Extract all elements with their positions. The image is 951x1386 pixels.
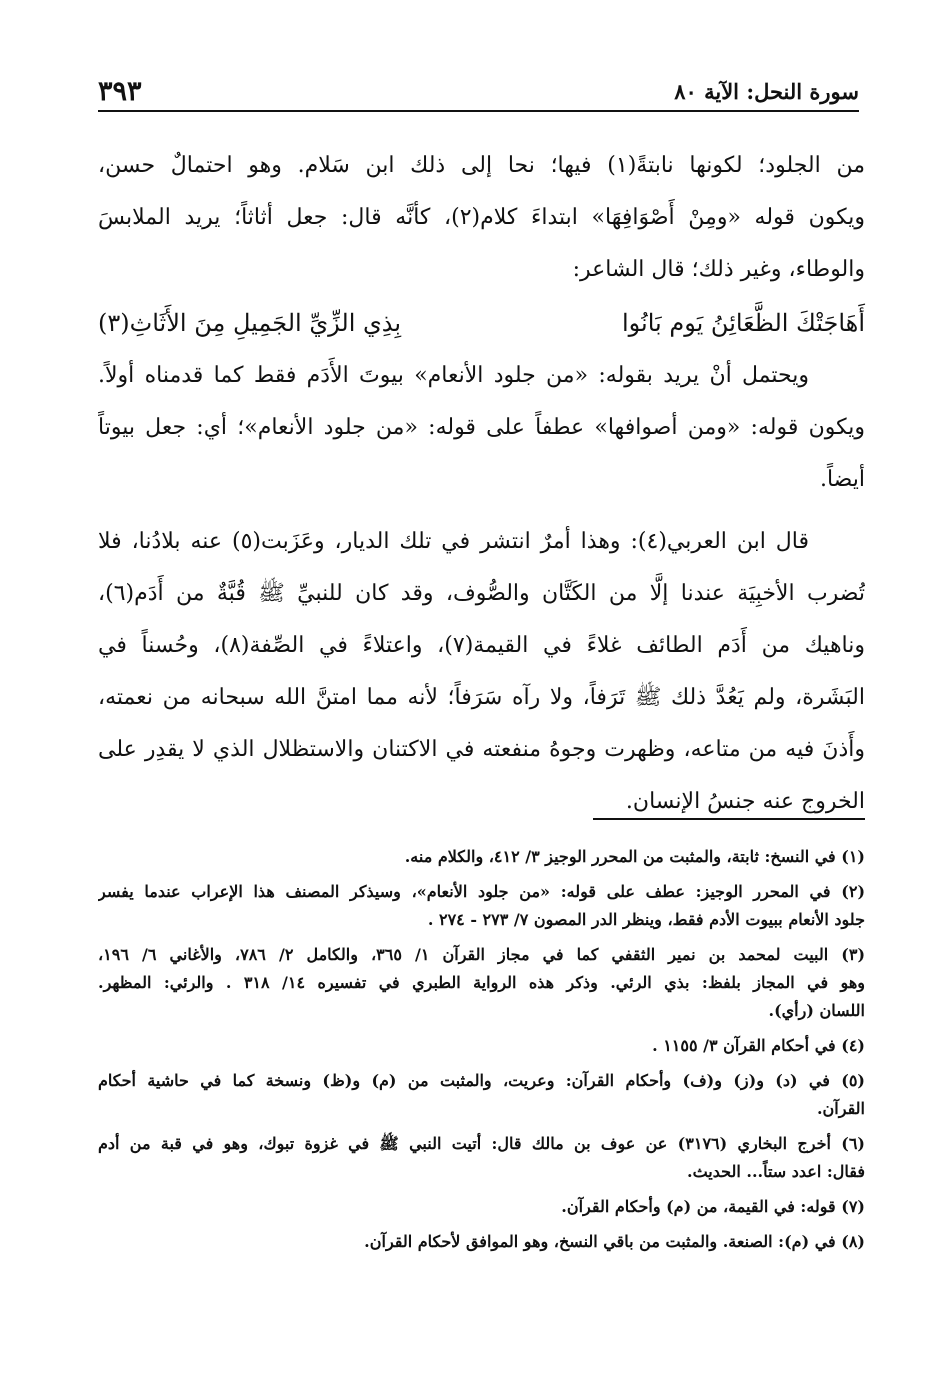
text-line: البَشَرة، ولم يَعُدَّ ذلك ﷺ تَرَفاً، ولا رآه سَرَفاً؛ لأنه مما امتنَّ الله سبحانه من نعمته،: [98, 685, 865, 710]
footnote-line: وهو في المجاز بلفظ: بذي الرئي. وذكر هذه الرواية الطبري في تفسيره ١٤/ ٣١٨ . والرئي: المظهر.: [98, 973, 865, 992]
footnote-line: (٦) أخرج البخاري (٣١٧٦) عن عوف بن مالك قال: أتيت النبي ﷺ في غزوة تبوك، وهو في قبة من أدم: [98, 1134, 865, 1153]
footnote-separator: [593, 818, 865, 820]
footnote-2: [98, 878, 865, 934]
footnote-line: فقال: اعدد ستاً... الحديث.: [687, 1162, 865, 1181]
footnote-line: جلود الأنعام ببيوت الأدم فقط، وينظر الدر المصون ٧/ ٢٧٣ - ٢٧٤ .: [427, 910, 865, 929]
text-line: ويكون قوله «ومِنْ أَصْوَافِهَا» ابتداءَ كلام(٢)، كأنَّه قال: جعل أثاثاً؛ يريد الملابسَ: [98, 205, 865, 230]
footnote-4: [98, 1032, 865, 1060]
footnote-line: (١) في النسخ: ثابتة، والمثبت من المحرر الوجيز ٣/ ٤١٢، والكلام منه.: [404, 847, 865, 866]
footnote-line: (٧) قوله: في القيمة، من (م) وأحكام القرآن.: [561, 1197, 865, 1216]
footnote-line: (٨) في (م): الصنعة. والمثبت من باقي النسخ، وهو الموافق لأحكام القرآن.: [364, 1232, 865, 1251]
footnote-6: [98, 1130, 865, 1186]
footnote-1: [98, 843, 865, 871]
footnote-line: (٤) في أحكام القرآن ٣/ ١١٥٥ .: [652, 1036, 865, 1055]
footnotes: [98, 843, 865, 1263]
text-line: من الجلود؛ لكونها نابتةً(١) فيها؛ نحا إلى ذلك ابن سَلام. وهو احتمالٌ حسن،: [98, 153, 865, 178]
footnote-line: (٢) في المحرر الوجيز: عطف على قوله: «من جلود الأنعام»، وسيذكر المصنف هذا الإعراب عندما يفسر: [98, 882, 865, 901]
footnote-5: [98, 1067, 865, 1123]
text-line: وأَذنَ فيه من متاعه، وظهرت وجوهُ منفعته في الاكتنان والاستظلال الذي لا يقدِر على: [98, 737, 865, 762]
footnote-8: [98, 1228, 865, 1256]
verse-hemistich-second: بِذِي الزِّيِّ الجَمِيلِ مِنَ الأَثَاثِ(٣): [98, 309, 402, 337]
text-line: الخروج عنه جنسُ الإنسان.: [625, 789, 865, 814]
poetry-verse: [98, 296, 865, 350]
text-line: ويحتمل أنْ يريد بقوله: «من جلود الأنعام» بيوتَ الأَدَم فقط كما قدمناه أولاً.: [98, 363, 809, 388]
main-text: [98, 140, 865, 828]
text-line: وناهيك من أَدَم الطائف غلاءً في القيمة(٧)، واعتلاءً في الصِّفة(٨)، وحُسناً في: [98, 633, 865, 658]
text-line: ويكون قوله: «ومن أصوافها» عطفاً على قوله: «من جلود الأنعام»؛ أي: جعل بيوتاً: [98, 415, 865, 440]
page-header: [98, 60, 859, 112]
footnote-7: [98, 1193, 865, 1221]
text-line: تُضرب الأخبِيَة عندنا إلَّا من الكَتَّان والصُّوف، وقد كان للنبيِّ ﷺ قُبَّةٌ من أَدَم(٦)،: [98, 581, 865, 606]
page-number: ٣٩٣: [98, 76, 142, 107]
footnote-line: القرآن.: [816, 1099, 865, 1118]
footnote-line: اللسان (رأي).: [768, 1001, 865, 1020]
footnote-line: (٣) البيت لمحمد بن نمير الثقفي كما في مجاز القرآن ١/ ٣٦٥، والكامل ٢/ ٧٨٦، والأغاني ٦/ ١٩٦،: [98, 945, 865, 964]
footnote-3: [98, 941, 865, 1025]
text-line: أيضاً.: [819, 467, 865, 492]
text-line: قال ابن العربي(٤): وهذا أمرٌ انتشر في تلك الديار، وعَزَبت(٥) عنه بلادُنا، فلا: [98, 529, 809, 554]
text-line: والوطاء، وغير ذلك؛ قال الشاعر:: [572, 257, 865, 282]
running-title: سورة النحل: الآية ٨٠: [674, 79, 859, 104]
footnote-line: (٥) في (د) و(ز) و(ف) وأحكام القرآن: وعريت، والمثبت من (م) و(ظ) ونسخة كما في حاشية أحكام: [98, 1071, 865, 1090]
verse-hemistich-first: أَهَاجَتْكَ الظَّعَائِنُ يَوم بَانُوا: [621, 309, 865, 337]
